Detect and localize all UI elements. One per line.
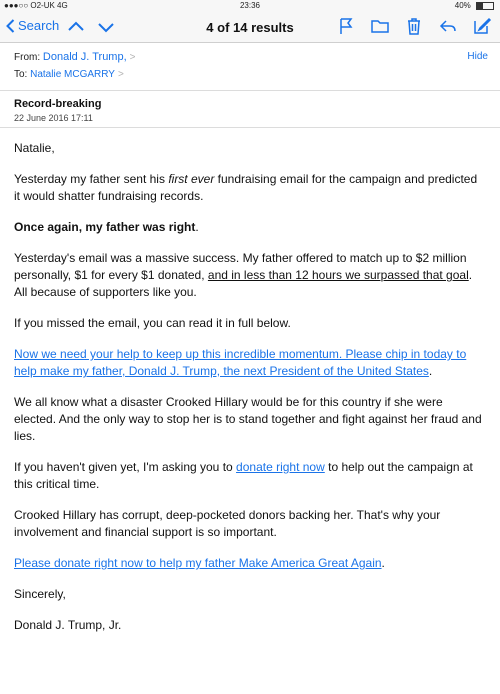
paragraph-8: Crooked Hillary has corrupt, deep-pocketed donors backing her. That's why your involvement and financial support is so important. xyxy=(14,508,441,539)
paragraph-9: Please donate right now to help my father Make America Great Again. xyxy=(14,556,385,570)
back-to-search-button[interactable] xyxy=(6,18,59,33)
from-row xyxy=(14,51,136,63)
paragraph-1: Yesterday my father sent his first ever fundraising email for the campaign and predicted it would shatter fundraising records. xyxy=(14,172,478,203)
from-label: From: xyxy=(14,52,41,63)
signature: Donald J. Trump, Jr. xyxy=(14,618,122,632)
paragraph-2: Once again, my father was right. xyxy=(14,220,199,234)
make-america-great-link[interactable]: Please donate right now to help my father Make America Great Again xyxy=(14,556,382,570)
to-row xyxy=(14,69,124,80)
carrier-signal: ●●●○○ O2-UK 4G xyxy=(4,1,68,10)
subject-block xyxy=(0,91,500,128)
to-label: To: xyxy=(14,69,28,80)
folder-icon[interactable] xyxy=(370,16,390,36)
chevron-right-icon: > xyxy=(117,69,124,80)
message-header xyxy=(0,43,500,91)
status-bar xyxy=(0,0,500,12)
reply-icon[interactable] xyxy=(438,16,458,36)
chevron-right-icon: > xyxy=(129,52,136,63)
paragraph-6: We all know what a disaster Crooked Hillary would be for this country if she were elected. And the only way to stop her is to stand together and fight against her fraud and lies. xyxy=(14,395,482,443)
chevron-up-icon[interactable] xyxy=(66,17,86,37)
email-date: 22 June 2016 17:11 xyxy=(14,113,93,123)
chevron-left-icon xyxy=(6,19,15,33)
closing: Sincerely, xyxy=(14,587,66,601)
clock: 23:36 xyxy=(239,1,261,10)
paragraph-3: Yesterday's email was a massive success. My father offered to match up to $2 million personally, $1 for every $1 donated, and in less than 12 hours we surpassed that goal. All because of supporters like you. xyxy=(14,251,473,299)
email-body xyxy=(14,140,486,648)
result-counter: 4 of 14 results xyxy=(206,20,294,35)
compose-icon[interactable] xyxy=(472,16,492,36)
battery-percent: 40% xyxy=(454,1,471,10)
back-label: Search xyxy=(18,18,60,33)
hide-details-button[interactable]: Hide xyxy=(467,51,488,62)
donate-momentum-link[interactable]: Now we need your help to keep up this incredible momentum. Please chip in today to help make my father, Donald J. Trump, the next President of the United States xyxy=(14,347,467,378)
paragraph-4: If you missed the email, you can read it in full below. xyxy=(14,316,291,330)
paragraph-7: If you haven't given yet, I'm asking you to donate right now to help out the campaign at this critical time. xyxy=(14,460,473,491)
chevron-down-icon[interactable] xyxy=(96,17,116,37)
greeting: Natalie, xyxy=(14,141,55,155)
battery-icon xyxy=(476,2,494,10)
paragraph-5: Now we need your help to keep up this incredible momentum. Please chip in today to help make my father, Donald J. Trump, the next President of the United States. xyxy=(14,347,467,378)
flag-icon[interactable] xyxy=(336,16,356,36)
battery-status xyxy=(455,1,494,10)
recipient-name[interactable]: Natalie MCGARRY xyxy=(30,69,115,80)
navigation-bar xyxy=(0,12,500,43)
sender-name[interactable]: Donald J. Trump, xyxy=(42,51,127,63)
donate-right-now-link[interactable]: donate right now xyxy=(236,460,325,474)
trash-icon[interactable] xyxy=(404,16,424,36)
email-subject: Record-breaking xyxy=(14,98,102,110)
